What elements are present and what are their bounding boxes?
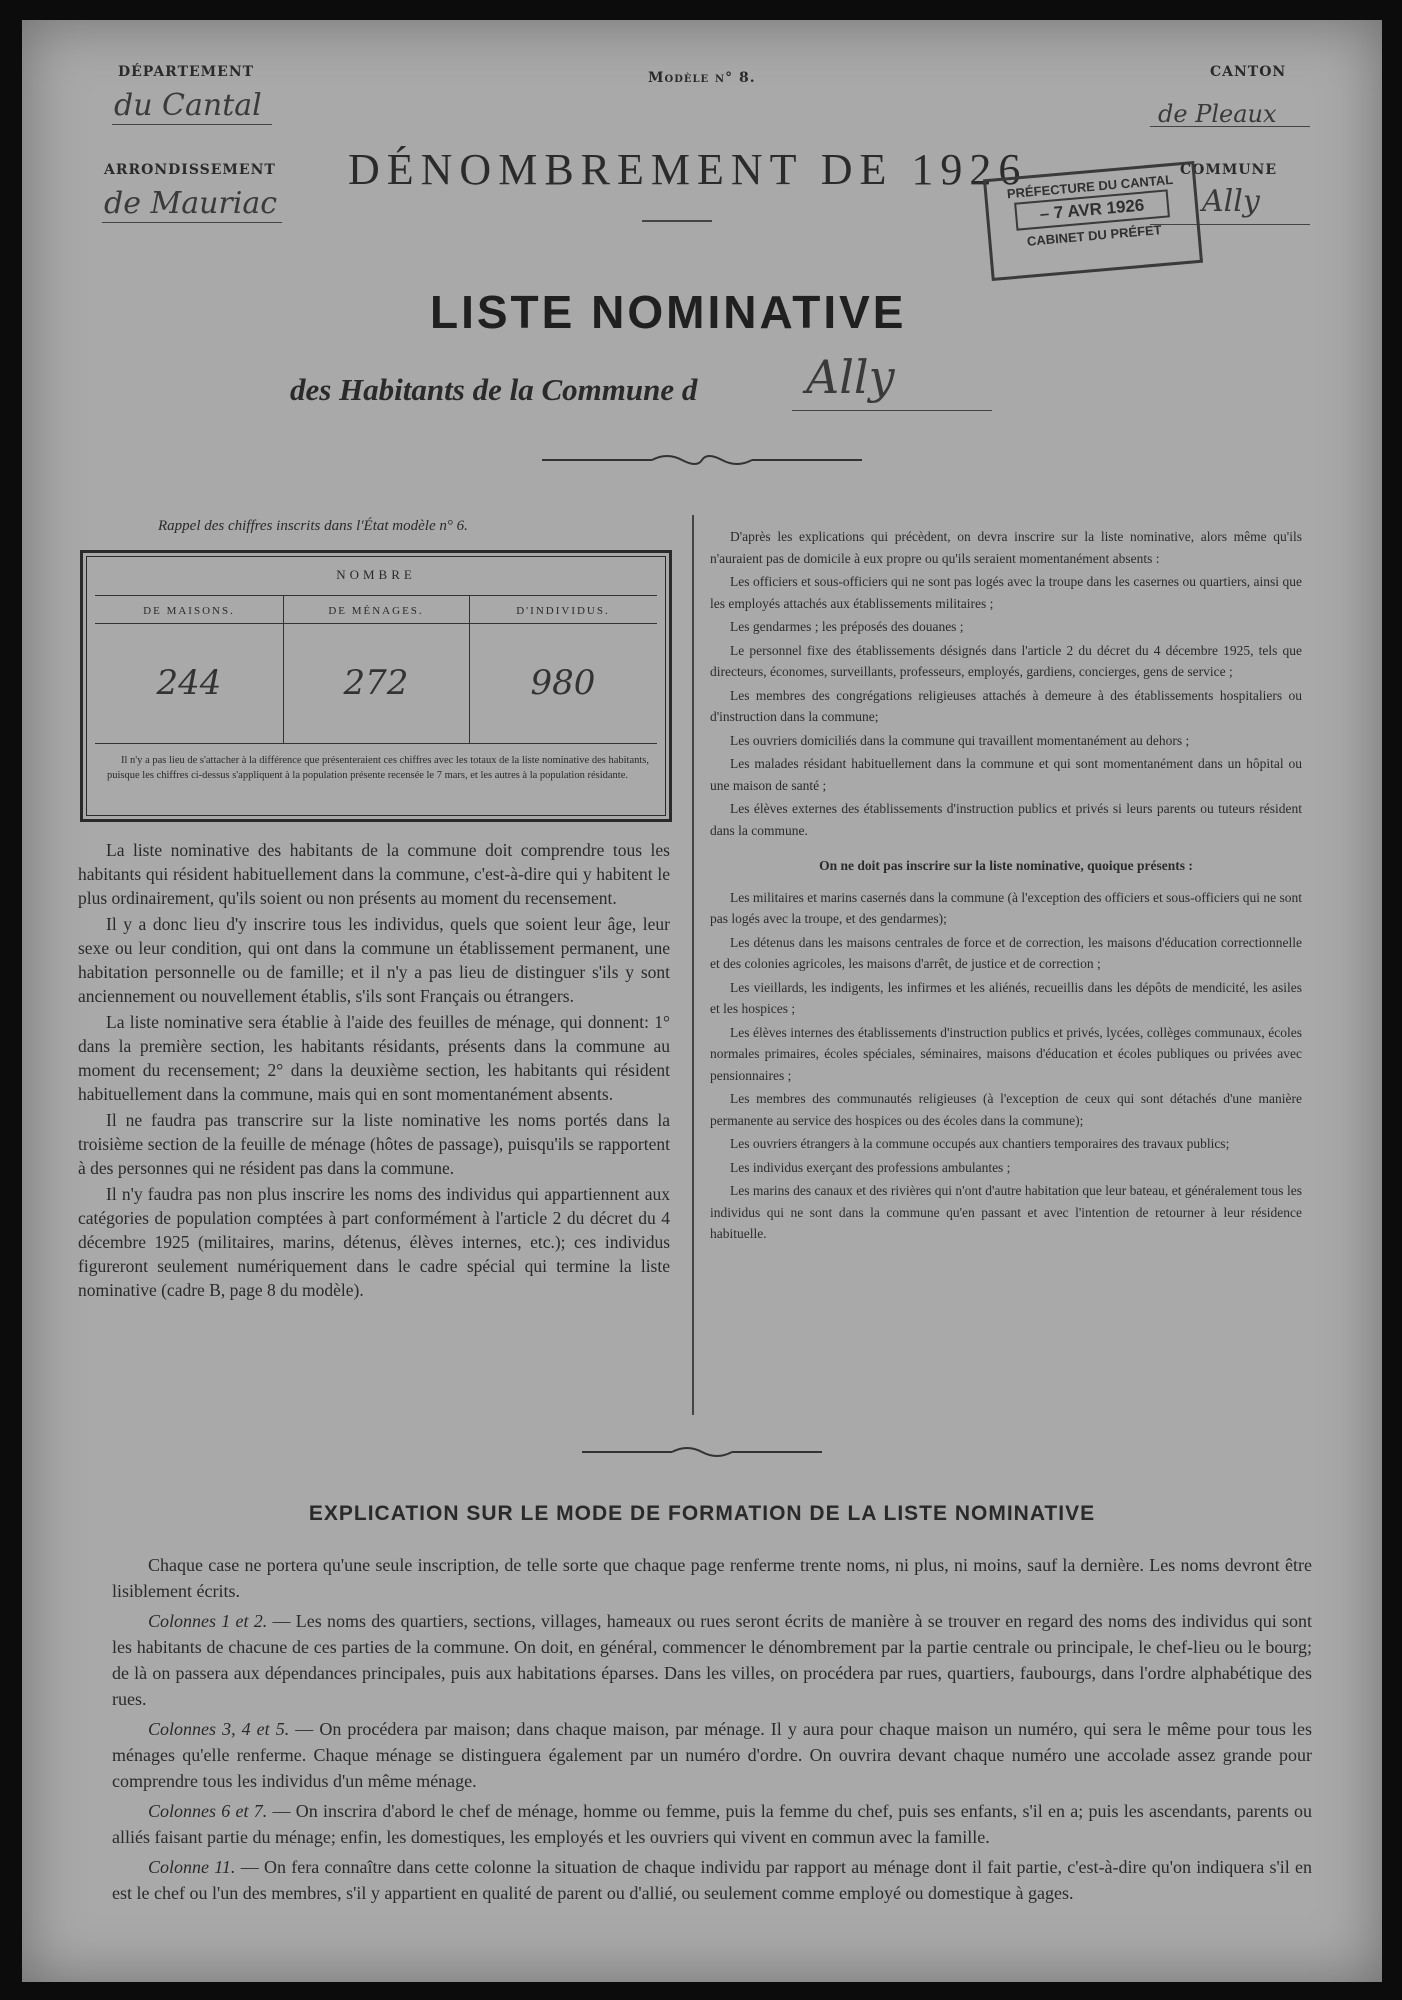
explication-item-label: Colonnes 1 et 2. (148, 1611, 268, 1631)
table-rule (95, 595, 657, 596)
table-group-header: NOMBRE (336, 567, 416, 582)
prefecture-stamp (983, 161, 1203, 281)
left-column (78, 838, 670, 1304)
ornament-divider (582, 1442, 822, 1462)
value-maisons: 244 (156, 663, 222, 703)
arrondissement-label: ARRONDISSEMENT (104, 162, 276, 178)
modele-number: Modèle n° 8. (648, 70, 756, 86)
stamp-line3: CABINET DU PRÉFET (1026, 222, 1163, 249)
rappel-caption: Rappel des chiffres inscrits dans l'État modèle n° 6. (158, 518, 468, 534)
departement-label: DÉPARTEMENT (118, 64, 255, 80)
commune-value: Ally (1202, 184, 1260, 219)
explication-item-label: Colonnes 6 et 7. (148, 1801, 268, 1821)
ornament-divider (542, 450, 862, 470)
liste-nominative-title: LISTE NOMINATIVE (430, 286, 907, 338)
left-paragraph: Il ne faudra pas transcrire sur la liste nominative les noms portés dans la troisième section de la feuille de ménage (hôtes de passage), puisqu'ils se rapportent à des personnes qui ne résident pas dans la commune. (78, 1110, 670, 1178)
explication-item-label: Colonnes 3, 4 et 5. (148, 1719, 290, 1739)
right-paragraph: D'après les explications qui précèdent, on devra inscrire sur la liste nominative, alors même qu'ils n'auraient pas de domicile à eux propre ou qu'ils seraient momentanément absents : (710, 529, 1302, 566)
subtitle: des Habitants de la Commune d (290, 372, 698, 407)
right-paragraph: Les marins des canaux et des rivières qui n'ont d'autre habitation que leur bateau, et généralement tous les individus qui ne sont dans la commune qu'en passant et avec l'intention de retourner à leur résidence habituelle. (710, 1183, 1302, 1241)
explication-item-label: Colonne 11. (148, 1857, 236, 1877)
explication-item (112, 1854, 1312, 1906)
stamp-line1: PRÉFECTURE DU CANTAL (1006, 171, 1174, 202)
explication-title: EXPLICATION SUR LE MODE DE FORMATION DE LA LISTE NOMINATIVE (308, 1502, 1096, 1525)
right-paragraph: Les malades résidant habituellement dans la commune et qui sont momentanément dans un hôpital ou une maison de santé ; (710, 756, 1302, 793)
column-divider (692, 515, 694, 1415)
right-paragraph: Les membres des communautés religieuses (à l'exception de ceux qui sont détachés d'une manière permanente au service des hospices ou des écoles dans la commune); (710, 1091, 1302, 1128)
canton-value: de Pleaux (1158, 100, 1277, 128)
right-paragraph: Les ouvriers étrangers à la commune occupés aux chantiers temporaires des travaux publics; (730, 1136, 1230, 1151)
explication-intro: Chaque case ne portera qu'une seule inscription, de telle sorte que chaque page renferme trente noms, ni plus, ni moins, sauf la dernière. Les noms devront être lisiblement écrits. (112, 1555, 1312, 1601)
explication-item-text: — On inscrira d'abord le chef de ménage, homme ou femme, puis la femme du chef, puis ses enfants, s'il en a; puis les ascendants, parents ou alliés faisant partie du ménage; enfin, les domestiques, les employés et les ouvriers qui vivent en commun avec la famille. (112, 1801, 1312, 1847)
value-individus: 980 (530, 663, 596, 703)
explication-item-text: — Les noms des quartiers, sections, villages, hameaux ou rues seront écrits de manière à se trouver en regard des noms des individus qui sont les habitants de chacune de ces parties de la commune. On doit, en général, commencer le dénombrement par la partie centrale ou principale, le chef-lieu ou le bourg; de là on passera aux dépendances principales, puis aux habitations éparses. Dans les villes, on procédera par rues, quartiers, faubourgs, dans l'ordre alphabétique des rues. (112, 1611, 1312, 1709)
left-paragraph: La liste nominative sera établie à l'aide des feuilles de ménage, qui donnent: 1° dans la première section, les habitants résidants, présents dans la commune au moment du recensement; 2° dans la deuxième section, les habitants qui résident habituellement dans la commune, mais qui en sont momentanément absents. (78, 1012, 670, 1104)
right-paragraph: Le personnel fixe des établissements désignés dans l'article 2 du décret du 4 décembre 1925, tels que directeurs, économes, surveillants, professeurs, employés, gardiens, concierges, gens de service ; (710, 642, 1302, 679)
right-paragraph: Les ouvriers domiciliés dans la commune qui travaillent momentanément au dehors ; (730, 732, 1190, 748)
explication-item-text: — On fera connaître dans cette colonne la situation de chaque individu par rapport au ménage dont il fait partie, c'est-à-dire qu'on indiquera s'il en est le chef ou l'un des membres, s'il y appartient en qualité de parent ou d'allié, ou seulement comme employé ou domestique à gages. (112, 1857, 1312, 1903)
right-paragraph: Les détenus dans les maisons centrales de force et de correction, les maisons d'éducation correctionnelle et des colonies agricoles, les maisons d'arrêt, de justice et de correction ; (710, 934, 1302, 971)
right-column (710, 526, 1302, 1247)
census-page (22, 20, 1382, 1982)
subtitle-commune: Ally (806, 350, 895, 404)
stamp-date: – 7 AVR 1926 (1014, 189, 1170, 230)
left-paragraph: La liste nominative des habitants de la commune doit comprendre tous les habitants qui résident habituellement dans la commune, c'est-à-dire qui y habitent le plus ordinairement, qu'ils soient ou non présents au moment du recensement. (78, 840, 670, 908)
right-heading: On ne doit pas inscrire sur la liste nominative, quoique présents : (819, 858, 1193, 873)
col-header-menages: DE MÉNAGES. (328, 605, 424, 617)
commune-label: COMMUNE (1180, 162, 1278, 178)
table-note: Il n'y a pas lieu de s'attacher à la différence que présenteraient ces chiffres avec les totaux de la liste nominative des habitants, puisque les chiffres ci-dessus s'appliquent à la population présente recensée le 7 mars, et les autres à la population résidante. (107, 755, 649, 781)
arrondissement-value: de Mauriac (104, 186, 278, 221)
right-paragraph: Les élèves internes des établissements d'instruction publics et privés, lycées, collèges communaux, écoles normales primaires, écoles spéciales, séminaires, maisons d'éducation et écoles publiques ou privées avec pensionnaires ; (710, 1024, 1302, 1083)
explication-body (112, 1552, 1312, 1910)
explication-item (112, 1608, 1312, 1712)
value-menages: 272 (343, 663, 409, 703)
subtitle-underline (792, 410, 992, 411)
canton-underline (1150, 126, 1310, 127)
col-header-individus: D'INDIVIDUS. (516, 605, 610, 617)
departement-value: du Cantal (114, 88, 262, 123)
right-paragraph: Les militaires et marins casernés dans la commune (à l'exception des officiers et sous-officiers qui ne sont pas logés avec la troupe, et des gendarmes); (710, 889, 1302, 926)
table-rule (95, 623, 657, 624)
right-paragraph: Les officiers et sous-officiers qui ne sont pas logés avec la troupe dans les casernes ou quartiers, ainsi que les employés attachés aux établissements militaires ; (710, 574, 1302, 611)
right-paragraph: Les gendarmes ; les préposés des douanes ; (730, 619, 964, 634)
right-paragraph: Les élèves externes des établissements d'instruction publics et privés si leurs parents ou tuteurs résident dans la commune. (710, 801, 1302, 838)
table-rule (95, 743, 657, 744)
page-title: DÉNOMBREMENT DE 1926 (348, 145, 1028, 194)
title-dash (642, 220, 712, 222)
right-paragraph: Les vieillards, les indigents, les infirmes et les aliénés, recueillis dans les dépôts de mendicité, les asiles et les hospices ; (710, 979, 1302, 1016)
departement-underline (112, 124, 272, 125)
col-header-maisons: DE MAISONS. (143, 605, 235, 617)
explication-item (112, 1716, 1312, 1794)
left-paragraph: Il y a donc lieu d'y inscrire tous les individus, quels que soient leur âge, leur sexe ou leur condition, qui ont dans la commune un établissement permanent, une habitation personnelle ou de famille; et il n'y a pas lieu de distinguer s'ils y sont anciennement ou nouvellement établis, s'ils sont Français ou étrangers. (78, 914, 670, 1006)
right-paragraph: Les individus exerçant des professions ambulantes ; (730, 1159, 1011, 1175)
counts-table (80, 550, 672, 822)
arrondissement-underline (102, 222, 282, 223)
canton-label: CANTON (1210, 64, 1287, 80)
explication-item (112, 1798, 1312, 1850)
left-paragraph: Il n'y faudra pas non plus inscrire les noms des individus qui appartiennent aux catégories de population comptées à part conformément à l'article 2 du décret du 4 décembre 1925 (militaires, marins, détenus, élèves internes, etc.); ces individus figureront seulement numériquement dans le cadre spécial qui termine la liste nominative (cadre B, page 8 du modèle). (78, 1184, 670, 1300)
right-paragraph: Les membres des congrégations religieuses attachés à demeure à des établissements hospitaliers ou d'instruction dans la commune; (710, 687, 1302, 724)
explication-item-text: — On procédera par maison; dans chaque maison, par ménage. Il y aura pour chaque maison un numéro, qui sera le même pour tous les ménages qu'elle renferme. Chaque ménage se distinguera également par un numéro d'ordre. On ouvrira devant chaque numéro une accolade assez grande pour comprendre tous les individus d'un même ménage. (112, 1719, 1312, 1791)
